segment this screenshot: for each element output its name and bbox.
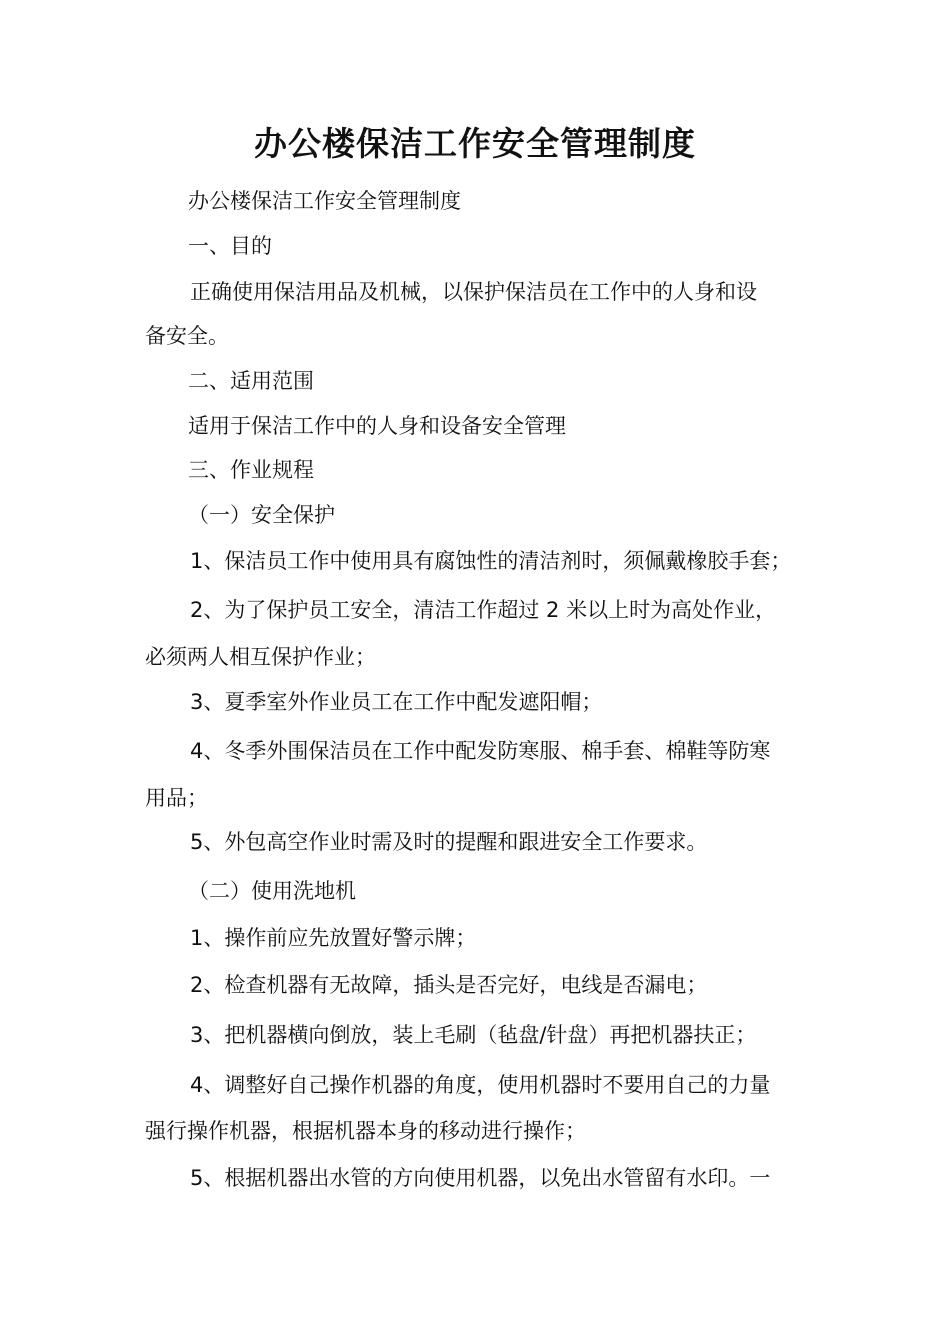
body-line: 备安全。 [145,324,229,348]
body-line: 正确使用保洁用品及机械，以保护保洁员在工作中的人身和设 [190,280,757,304]
subsection-heading: （二）使用洗地机 [188,879,356,903]
list-item-continuation: 用品； [145,786,208,810]
section-heading: 二、适用范围 [188,369,314,393]
list-item: 1、保洁员工作中使用具有腐蚀性的清洁剂时，须佩戴橡胶手套； [190,549,792,573]
list-item: 3、把机器横向倒放，装上毛刷（毡盘/针盘）再把机器扶正； [190,1023,757,1047]
list-item: 5、外包高空作业时需及时的提醒和跟进安全工作要求。 [190,830,708,854]
list-item: 4、调整好自己操作机器的角度，使用机器时不要用自己的力量 [190,1073,771,1097]
list-item-continuation: 强行操作机器，根据机器本身的移动进行操作； [145,1119,586,1143]
section-heading: 一、目的 [188,234,272,258]
body-line: 适用于保洁工作中的人身和设备安全管理 [188,414,566,438]
list-item: 2、检查机器有无故障，插头是否完好，电线是否漏电； [190,973,708,997]
subsection-heading: （一）安全保护 [188,503,335,527]
section-heading: 三、作业规程 [188,458,314,482]
list-item: 5、根据机器出水管的方向使用机器，以免出水管留有水印。一 [190,1166,771,1190]
body-line: 办公楼保洁工作安全管理制度 [188,189,461,213]
list-item: 3、夏季室外作业员工在工作中配发遮阳帽； [190,690,603,714]
list-item: 4、冬季外围保洁员在工作中配发防寒服、棉手套、棉鞋等防寒 [190,739,771,763]
list-item: 2、为了保护员工安全，清洁工作超过 2 米以上时为高处作业， [190,598,777,622]
document-title: 办公楼保洁工作安全管理制度 [254,124,696,163]
list-item: 1、操作前应先放置好警示牌； [190,926,477,950]
list-item-continuation: 必须两人相互保护作业； [145,645,376,669]
